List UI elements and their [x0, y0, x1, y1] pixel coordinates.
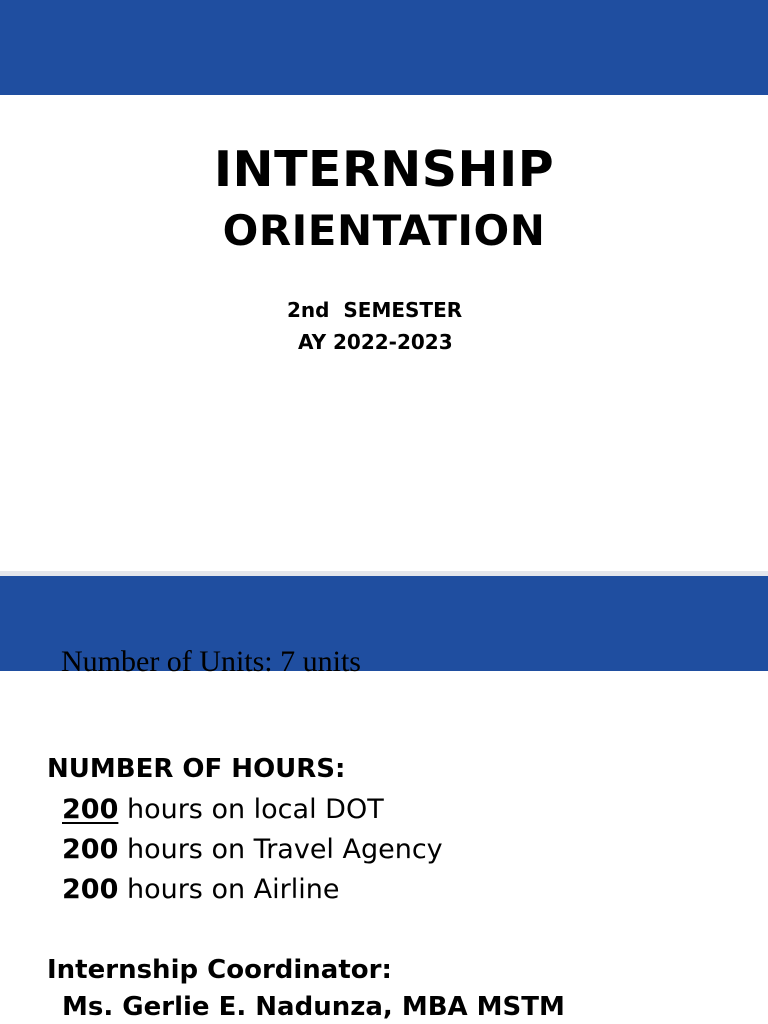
- hours-item-airline: [62, 870, 443, 910]
- hours-amount: 200: [62, 834, 119, 865]
- top-header-band: [0, 0, 768, 95]
- hours-item-local-dot: [62, 790, 443, 830]
- hours-list: [62, 790, 443, 910]
- number-of-hours-heading: NUMBER OF HOURS:: [47, 754, 346, 784]
- semester-label: 2nd SEMESTER: [287, 298, 463, 322]
- title-orientation: ORIENTATION: [222, 206, 546, 255]
- hours-amount: 200: [62, 874, 119, 905]
- number-of-units-text: Number of Units: 7 units: [61, 645, 361, 678]
- hours-label: hours on Airline: [118, 874, 340, 905]
- coordinator-heading: Internship Coordinator:: [47, 955, 392, 985]
- hours-label: hours on Travel Agency: [118, 834, 443, 865]
- hours-label: hours on local DOT: [118, 794, 384, 825]
- coordinator-name: Ms. Gerlie E. Nadunza, MBA MSTM: [62, 992, 565, 1022]
- academic-year-label: AY 2022-2023: [298, 330, 453, 354]
- title-internship: INTERNSHIP: [213, 141, 555, 198]
- hours-amount: 200: [62, 794, 119, 825]
- hours-item-travel-agency: [62, 830, 443, 870]
